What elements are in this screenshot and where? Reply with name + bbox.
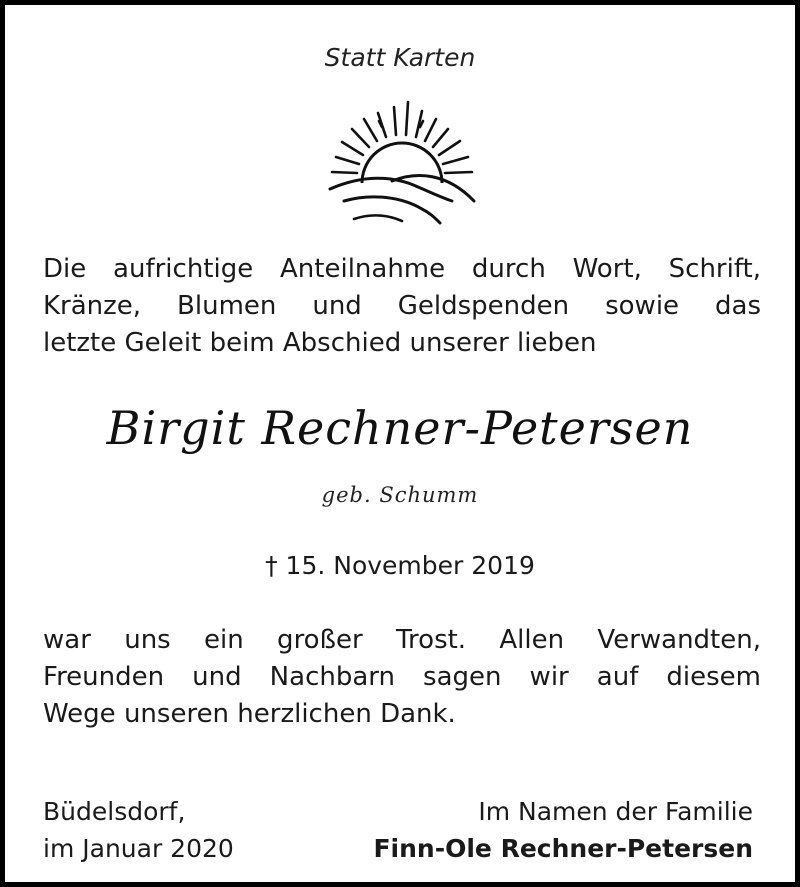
- closing-line: war uns ein großer Trost. Allen Verwandten,: [43, 625, 761, 655]
- deceased-name: Birgit Rechner-Petersen: [106, 401, 694, 455]
- closing-paragraph: [43, 622, 761, 733]
- intro-line: Die aufrichtige Anteilnahme durch Wort, Schrift,: [43, 254, 761, 284]
- signoff: Im Namen der Familie: [478, 797, 753, 826]
- intro-paragraph: [43, 251, 761, 362]
- closing-line: Freunden und Nachbarn sagen wir auf diesem: [43, 662, 761, 692]
- place: Büdelsdorf,: [43, 797, 186, 826]
- maiden-name: geb. Schumm: [321, 483, 479, 507]
- header-statt-karten: Statt Karten: [324, 43, 476, 72]
- place-and-date: [43, 793, 234, 867]
- closing-line: Wege unseren herzlichen Dank.: [43, 699, 456, 729]
- rising-sun-icon: [322, 97, 482, 227]
- family-name: Finn-Ole Rechner-Petersen: [373, 834, 753, 863]
- intro-line: Kränze, Blumen und Geldspenden sowie das: [43, 291, 761, 321]
- signature-block: [373, 793, 753, 867]
- date: im Januar 2020: [43, 834, 234, 863]
- death-date: † 15. November 2019: [265, 551, 535, 580]
- intro-line: letzte Geleit beim Abschied unserer lieben: [43, 328, 597, 358]
